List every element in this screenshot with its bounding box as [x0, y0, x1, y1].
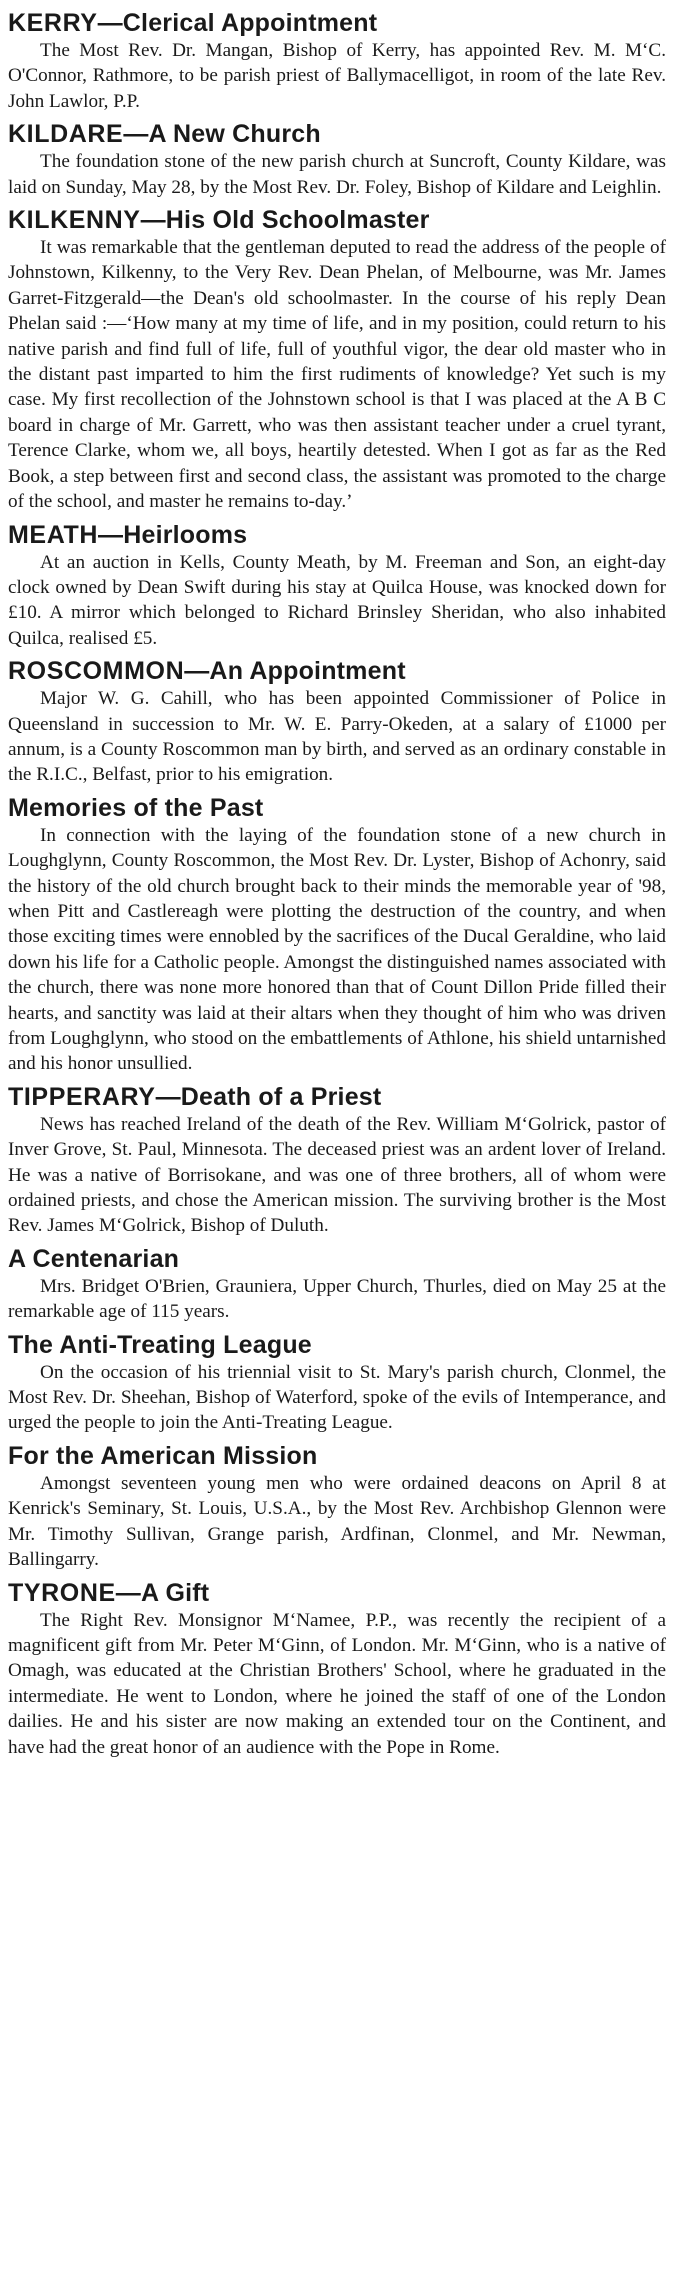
article-body: News has reached Ireland of the death of the Rev. William M‘Golrick, pastor of Inver Grove, St. Paul, Minnesota. The deceased priest was an ardent lover of Ireland. He was a native of Borrisokane, and was one of three brothers, all of whom were ordained priests, and chose the American mission. The surviving brother is the Most Rev. James M‘Golrick, Bishop of Duluth.: [8, 1113, 666, 1237]
county-name: ROSCOMMON: [8, 657, 185, 686]
article-body: The Right Rev. Monsignor M‘Namee, P.P., was recently the recipient of a magnificent gift from Mr. Peter M‘Ginn, of London. Mr. M‘Ginn, who is a native of Omagh, was educated at the Christian Brothers' School, where he graduated in the intermediate. He went to London, where he joined the staff of one of the London dailies. He and his sister are now making an extended tour on the Continent, and have had the great honor of an audience with the Pope in Rome.: [8, 1609, 666, 1758]
heading-subject: —A New Church: [123, 120, 321, 149]
county-name: KERRY: [8, 9, 98, 37]
article-a-centenarian: [8, 1244, 666, 1325]
heading-subject: For the American Mission: [8, 1441, 318, 1470]
article-american-mission: [8, 1441, 666, 1573]
article-body: On the occasion of his triennial visit to St. Mary's parish church, Clonmel, the Most Rev. Dr. Sheehan, Bishop of Waterford, spoke of the evils of Intemperance, and urged the people to join the Anti-Treating League.: [8, 1361, 666, 1434]
heading-subject: —An Appointment: [184, 657, 406, 686]
article-body: At an auction in Kells, County Meath, by M. Freeman and Son, an eight-day clock owned by Dean Swift during his stay at Quilca House, was knocked down for £10. A mirror which belonged to Richard Brinsley Sheridan, who also inhabited Quilca, realised £5.: [8, 551, 666, 649]
article-kerry: [8, 8, 666, 114]
article-heading: [8, 1082, 666, 1112]
article-heading: [8, 793, 666, 823]
article-body: Mrs. Bridget O'Brien, Grauniera, Upper Church, Thurles, died on May 25 at the remarkable age of 115 years.: [8, 1275, 666, 1323]
heading-subject: A Centenarian: [8, 1244, 180, 1273]
article-heading: [8, 1578, 666, 1608]
county-name: KILDARE: [8, 120, 124, 149]
article-body: Major W. G. Cahill, who has been appointed Commissioner of Police in Queensland in succession to Mr. W. E. Parry-Okeden, at a salary of £1000 per annum, is a County Roscommon man by birth, and served as an ordinary constable in the R.I.C., Belfast, prior to his emigration.: [8, 688, 666, 786]
county-name: MEATH: [8, 520, 99, 549]
article-tyrone: [8, 1578, 666, 1760]
article-heading: [8, 656, 666, 686]
article-heading: [8, 8, 666, 38]
heading-subject: Memories of the Past: [8, 793, 264, 822]
article-heading: [8, 119, 666, 149]
article-tipperary: [8, 1082, 666, 1239]
article-kildare: [8, 119, 666, 200]
county-name: TYRONE: [8, 1578, 116, 1607]
article-anti-treating-league: [8, 1330, 666, 1436]
heading-subject: —His Old Schoolmaster: [140, 206, 430, 235]
heading-subject: —Clerical Appointment: [97, 9, 378, 37]
article-heading: [8, 1244, 666, 1274]
article-heading: [8, 520, 666, 550]
county-name: KILKENNY: [8, 206, 141, 235]
article-roscommon: [8, 656, 666, 788]
article-heading: [8, 1441, 666, 1471]
article-kilkenny: [8, 205, 666, 514]
heading-subject: —Heirlooms: [98, 520, 248, 549]
article-heading: [8, 1330, 666, 1360]
county-name: TIPPERARY: [8, 1082, 156, 1111]
article-body: In connection with the laying of the foundation stone of a new church in Loughglynn, County Roscommon, the Most Rev. Dr. Lyster, Bishop of Achonry, said the history of the old church brought back to their minds the memorable year of '98, when Pitt and Castlereagh were plotting the destruction of the country, and when those exciting times were ennobled by the sacrifices of the Ducal Geraldine, who laid down his life for a Catholic people. Amongst the distinguished names associated with the church, there was none more honored than that of Count Dillon Pride filled their hearts, and sanctity was laid at their altars when they thought of him who was driven from Loughglynn, who stood on the embattlements of Athlone, his shield untarnished and his honor unsullied.: [8, 824, 666, 1075]
article-meath: [8, 520, 666, 652]
heading-subject: —A Gift: [115, 1578, 210, 1607]
heading-subject: —Death of a Priest: [155, 1082, 382, 1111]
article-memories-of-the-past: [8, 793, 666, 1077]
article-body: Amongst seventeen young men who were ordained deacons on April 8 at Kenrick's Seminary, St. Louis, U.S.A., by the Most Rev. Archbishop Glennon were Mr. Timothy Sullivan, Grange parish, Ardfinan, Clonmel, and Mr. Newman, Ballingarry.: [8, 1472, 666, 1571]
article-body: The Most Rev. Dr. Mangan, Bishop of Kerry, has appointed Rev. M. M‘C. O'Connor, Rathmore, to be parish priest of Ballymacelligot, in room of the late Rev. John Lawlor, P.P.: [8, 40, 666, 112]
article-body: The foundation stone of the new parish church at Suncroft, County Kildare, was laid on Sunday, May 28, by the Most Rev. Dr. Foley, Bishop of Kildare and Leighlin.: [8, 151, 666, 198]
article-body: It was remarkable that the gentleman deputed to read the address of the people of Johnstown, Kilkenny, to the Very Rev. Dean Phelan, of Melbourne, was Mr. James Garret-Fitzgerald—the Dean's old schoolmaster. In the course of his reply Dean Phelan said :—‘How many at my time of life, and in my position, could return to his native parish and find full of life, full of youthful vigor, the dear old master who in the distant past imparted to him the first rudiments of knowledge? Yet such is my case. My first recollection of the Johnstown school is that I was placed at the A B C board in charge of Mr. Garrett, who was then assistant teacher under a cruel tyrant, Terence Clarke, whom we, all boys, heartily detested. When I got as far as the Red Book, a step between first and second class, the assistant was promoted to the charge of the school, and master he remains to-day.’: [8, 237, 666, 513]
heading-subject: The Anti-Treating League: [8, 1330, 312, 1359]
article-heading: [8, 205, 666, 235]
